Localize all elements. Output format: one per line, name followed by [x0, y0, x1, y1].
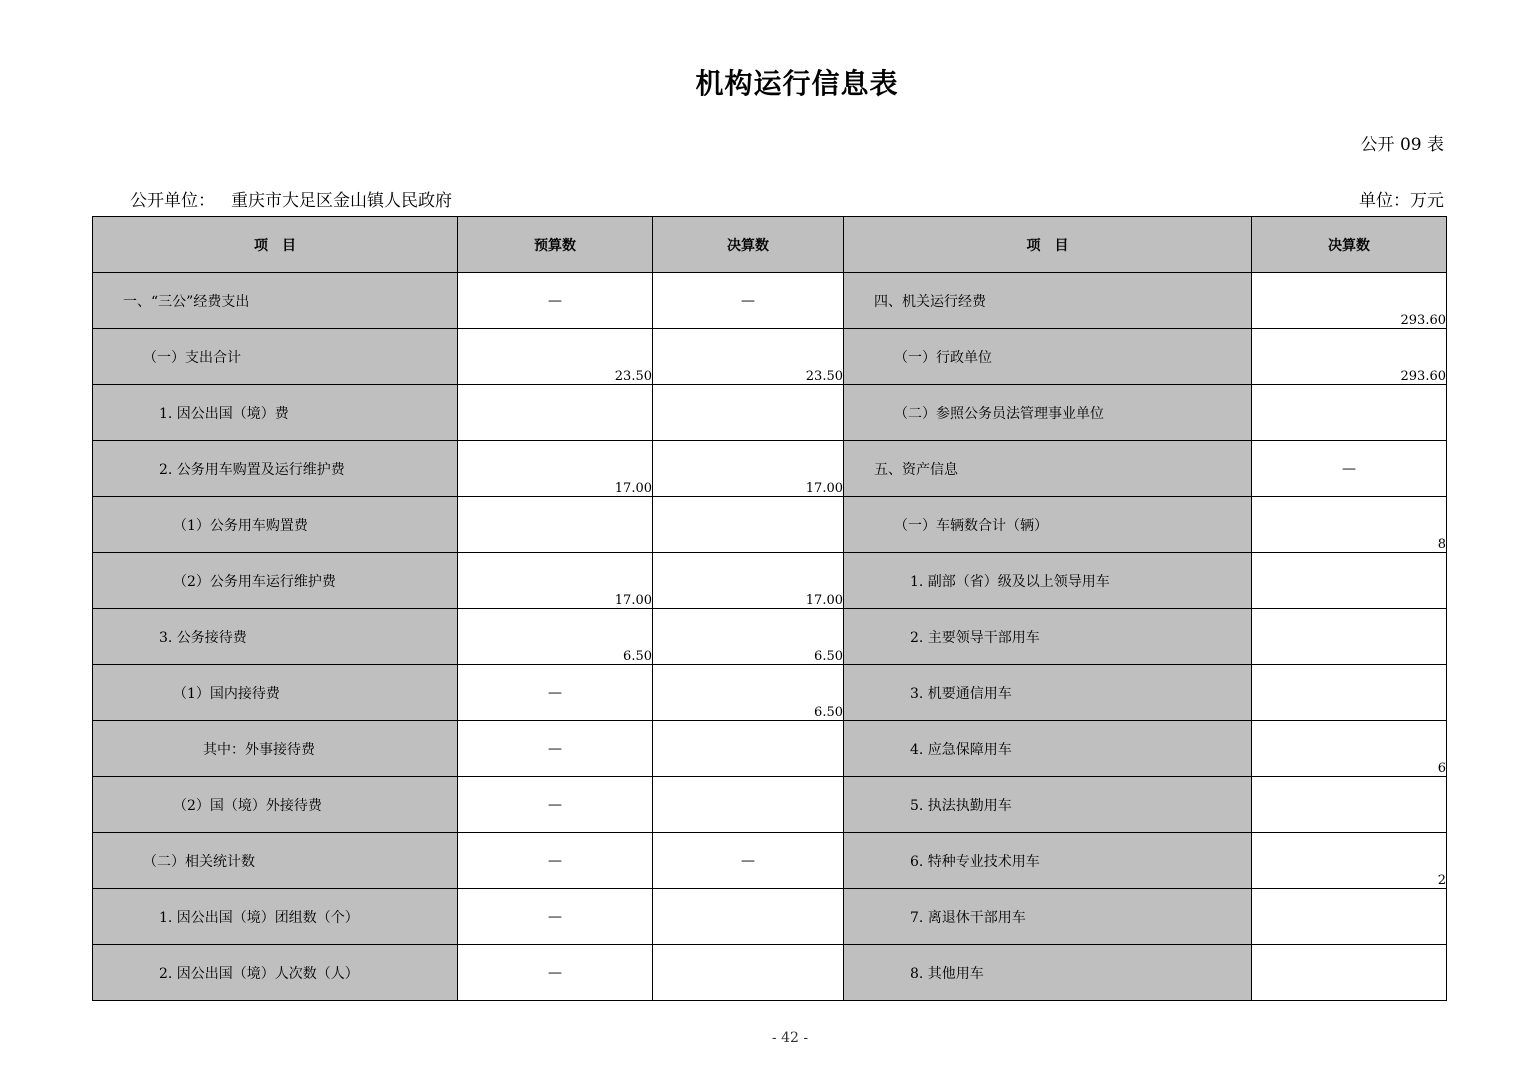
row-right-final-value [1252, 553, 1447, 609]
row-right-item-label: 五、资产信息 [844, 441, 1252, 497]
row-final-value: 23.50 [653, 329, 844, 385]
header-final: 决算数 [653, 217, 844, 273]
row-item-label: 其中：外事接待费 [93, 721, 458, 777]
row-right-item-label: （一）车辆数合计（辆） [844, 497, 1252, 553]
row-item-label: 一、“三公”经费支出 [93, 273, 458, 329]
row-item-label: （一）支出合计 [93, 329, 458, 385]
table-row [93, 329, 1447, 385]
row-budget-value: — [458, 721, 653, 777]
row-item-label: （2）公务用车运行维护费 [93, 553, 458, 609]
row-right-item-label: 2. 主要领导干部用车 [844, 609, 1252, 665]
row-final-value [653, 889, 844, 945]
row-right-item-label: 四、机关运行经费 [844, 273, 1252, 329]
row-right-final-value [1252, 609, 1447, 665]
row-final-value: 17.00 [653, 553, 844, 609]
row-right-final-value: 6 [1252, 721, 1447, 777]
currency-unit: 单位：万元 [1359, 191, 1444, 211]
row-right-final-value [1252, 385, 1447, 441]
row-budget-value: — [458, 833, 653, 889]
row-item-label: 1. 因公出国（境）费 [93, 385, 458, 441]
row-final-value: 6.50 [653, 665, 844, 721]
row-budget-value: 17.00 [458, 441, 653, 497]
row-right-item-label: 4. 应急保障用车 [844, 721, 1252, 777]
table-row [93, 889, 1447, 945]
row-budget-value: — [458, 273, 653, 329]
table-row [93, 609, 1447, 665]
row-final-value [653, 945, 844, 1001]
table-row [93, 945, 1447, 1001]
reporting-unit-name: 重庆市大足区金山镇人民政府 [231, 191, 452, 211]
row-item-label: 2. 公务用车购置及运行维护费 [93, 441, 458, 497]
page-number: - 42 - [771, 1030, 809, 1046]
row-budget-value: 6.50 [458, 609, 653, 665]
row-final-value: 17.00 [653, 441, 844, 497]
header-item-right: 项 目 [844, 217, 1252, 273]
table-row [93, 553, 1447, 609]
row-final-value [653, 777, 844, 833]
table-row [93, 273, 1447, 329]
row-final-value: — [653, 833, 844, 889]
row-right-final-value [1252, 945, 1447, 1001]
table-row [93, 665, 1447, 721]
row-right-final-value: 293.60 [1252, 273, 1447, 329]
table-row [93, 497, 1447, 553]
row-final-value [653, 497, 844, 553]
row-item-label: 3. 公务接待费 [93, 609, 458, 665]
row-item-label: （1）国内接待费 [93, 665, 458, 721]
form-number: 公开 09 表 [1360, 135, 1444, 155]
row-right-final-value: — [1252, 441, 1447, 497]
row-budget-value: — [458, 945, 653, 1001]
row-budget-value [458, 385, 653, 441]
row-budget-value: — [458, 665, 653, 721]
row-final-value [653, 385, 844, 441]
header-budget: 预算数 [458, 217, 653, 273]
page-title: 机构运行信息表 [695, 67, 899, 100]
header-item: 项 目 [93, 217, 458, 273]
row-item-label: （二）相关统计数 [93, 833, 458, 889]
row-right-item-label: 7. 离退休干部用车 [844, 889, 1252, 945]
row-final-value: 6.50 [653, 609, 844, 665]
row-right-item-label: （二）参照公务员法管理事业单位 [844, 385, 1252, 441]
reporting-unit-label: 公开单位： [130, 191, 215, 211]
row-right-final-value [1252, 665, 1447, 721]
table-row [93, 721, 1447, 777]
row-right-item-label: 8. 其他用车 [844, 945, 1252, 1001]
row-budget-value: 17.00 [458, 553, 653, 609]
row-right-final-value [1252, 777, 1447, 833]
reporting-unit [130, 186, 452, 211]
table-row [93, 441, 1447, 497]
info-table [92, 216, 1447, 1001]
row-item-label: （1）公务用车购置费 [93, 497, 458, 553]
row-right-final-value: 2 [1252, 833, 1447, 889]
header-final-right: 决算数 [1252, 217, 1447, 273]
row-right-final-value [1252, 889, 1447, 945]
row-budget-value [458, 497, 653, 553]
row-final-value [653, 721, 844, 777]
row-right-item-label: 3. 机要通信用车 [844, 665, 1252, 721]
row-right-item-label: 1. 副部（省）级及以上领导用车 [844, 553, 1252, 609]
row-item-label: （2）国（境）外接待费 [93, 777, 458, 833]
row-right-item-label: （一）行政单位 [844, 329, 1252, 385]
row-right-item-label: 6. 特种专业技术用车 [844, 833, 1252, 889]
row-item-label: 1. 因公出国（境）团组数（个） [93, 889, 458, 945]
row-budget-value: — [458, 777, 653, 833]
table-row [93, 385, 1447, 441]
row-right-final-value: 8 [1252, 497, 1447, 553]
row-budget-value: 23.50 [458, 329, 653, 385]
header-row [93, 217, 1447, 273]
row-budget-value: — [458, 889, 653, 945]
row-right-final-value: 293.60 [1252, 329, 1447, 385]
row-right-item-label: 5. 执法执勤用车 [844, 777, 1252, 833]
table-row [93, 777, 1447, 833]
row-item-label: 2. 因公出国（境）人次数（人） [93, 945, 458, 1001]
table-row [93, 833, 1447, 889]
row-final-value: — [653, 273, 844, 329]
